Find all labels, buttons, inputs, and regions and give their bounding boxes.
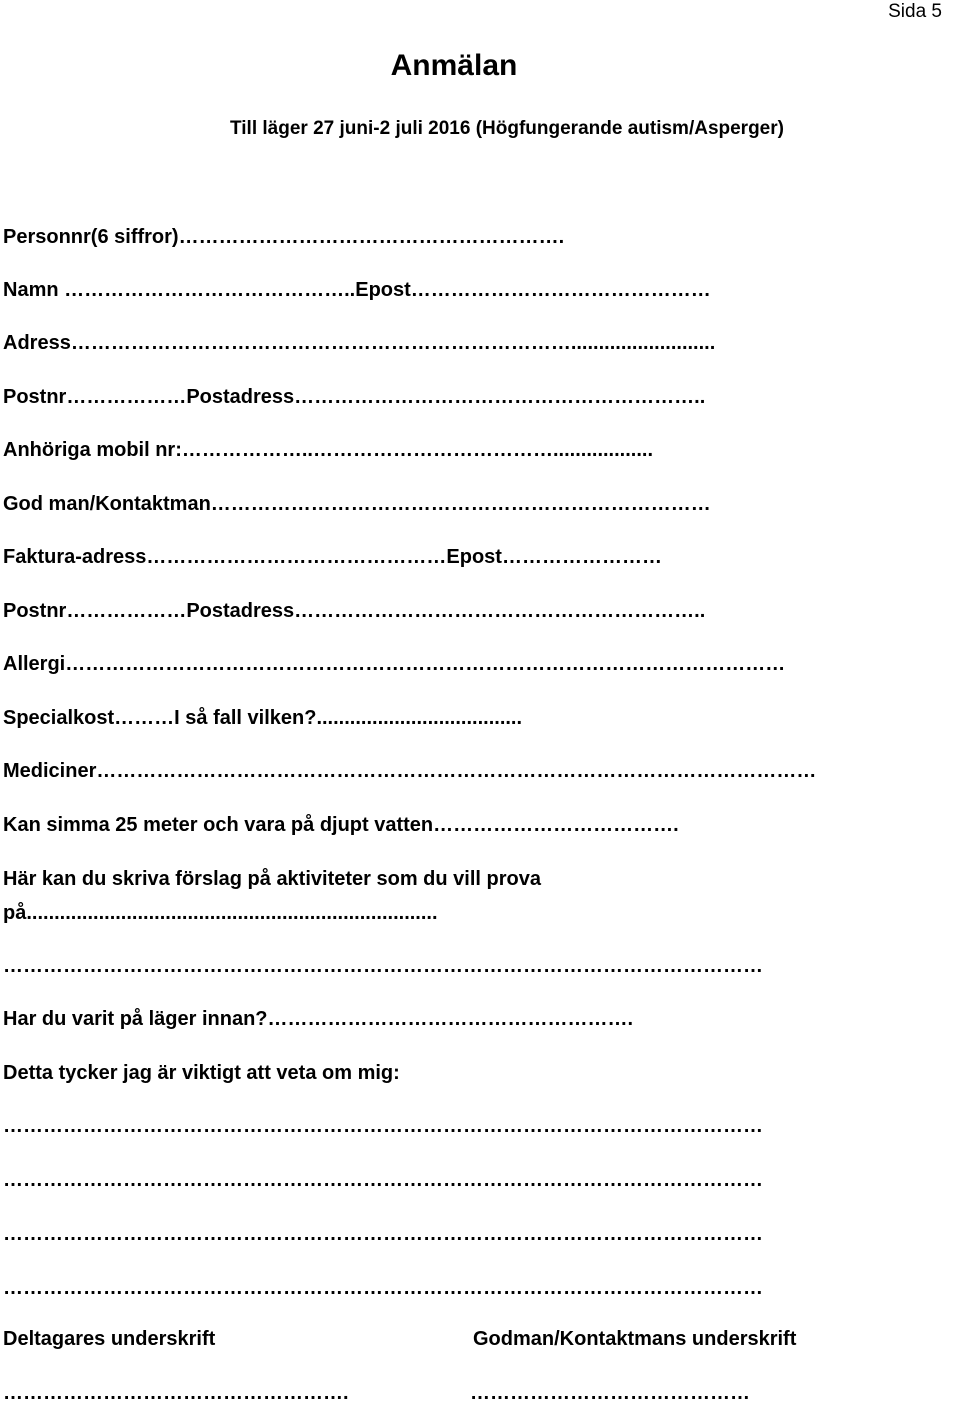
medicine-field[interactable]: Mediciner……………………………………………………………………………………………… xyxy=(3,760,817,782)
important-info-line[interactable]: …………………………………………………………………………………………………… xyxy=(3,1115,763,1137)
relative-phone-field[interactable]: Anhöriga mobil nr:………………..……………………………….................. xyxy=(3,439,654,461)
important-info-label: Detta tycker jag är viktigt att veta om mig: xyxy=(3,1062,400,1084)
address-field[interactable]: Adress………………………………………………………………….......................... xyxy=(3,332,716,354)
allergy-field[interactable]: Allergi……………………………………………………………………………………………… xyxy=(3,653,786,675)
important-info-line[interactable]: …………………………………………………………………………………………………… xyxy=(3,1277,763,1299)
page-subtitle: Till läger 27 juni-2 juli 2016 (Högfungerande autism/Asperger) xyxy=(230,118,784,139)
guardian-field[interactable]: God man/Kontaktman………………………………………………………………… xyxy=(3,493,711,515)
swimming-field[interactable]: Kan simma 25 meter och vara på djupt vatten………………………………. xyxy=(3,814,679,836)
guardian-signature-line[interactable]: …………………………………… xyxy=(470,1382,750,1404)
invoice-address-field[interactable]: Faktura-adress………………………………………Epost…………………… xyxy=(3,546,662,568)
page-title: Anmälan xyxy=(390,49,518,82)
activities-extra-line[interactable]: …………………………………………………………………………………………………… xyxy=(3,955,763,977)
page-number: Sida 5 xyxy=(888,1,942,22)
important-info-line[interactable]: …………………………………………………………………………………………………… xyxy=(3,1223,763,1245)
invoice-postal-field[interactable]: Postnr………………Postadress…………………………………………………….. xyxy=(3,600,706,622)
activities-label: Här kan du skriva förslag på aktiviteter som du vill prova xyxy=(3,868,541,890)
postal-code-field[interactable]: Postnr………………Postadress…………………………………………………….. xyxy=(3,386,706,408)
activities-field[interactable]: på.......................................................................... xyxy=(3,902,438,924)
previous-camp-field[interactable]: Har du varit på läger innan?………………………………………………. xyxy=(3,1008,634,1030)
participant-signature-label: Deltagares underskrift xyxy=(3,1328,216,1350)
guardian-signature-label: Godman/Kontaktmans underskrift xyxy=(473,1328,797,1350)
participant-signature-line[interactable]: ……………………………………………. xyxy=(3,1382,349,1404)
personnr-field[interactable]: Personnr(6 siffror)…………………………………………………. xyxy=(3,226,565,248)
important-info-line[interactable]: …………………………………………………………………………………………………… xyxy=(3,1169,763,1191)
name-email-field[interactable]: Namn ……………………………………..Epost……………………………………… xyxy=(3,279,711,301)
special-diet-field[interactable]: Specialkost………I så fall vilken?..................................... xyxy=(3,707,523,729)
